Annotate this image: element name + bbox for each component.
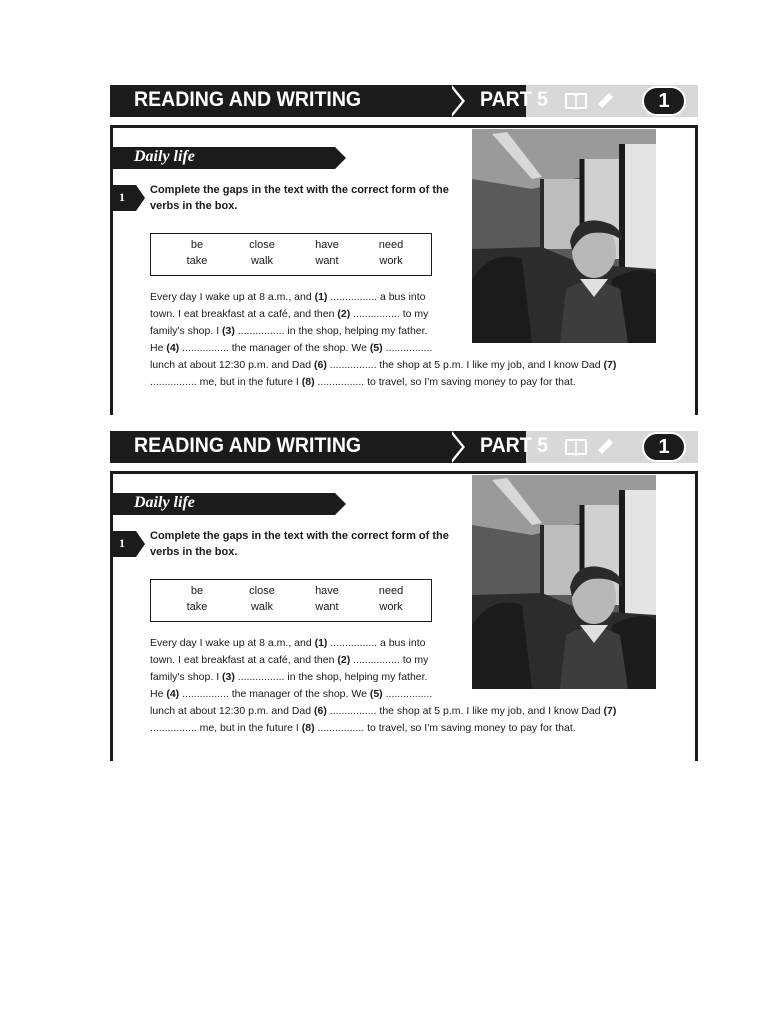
verb-box: [150, 579, 432, 622]
verb-word: close: [249, 239, 275, 251]
header-chevron-shadow: [449, 431, 462, 463]
passage-line: lunch at about 12:30 p.m. and Dad (6) ................ the shop at 5 p.m. I like my job, and I know Dad (7): [150, 359, 617, 371]
verb-word: close: [249, 585, 275, 597]
gap-number: (1): [314, 291, 328, 303]
gap-number: (8): [301, 376, 315, 388]
gap-number: (7): [603, 359, 617, 371]
passage-line: Every day I wake up at 8 a.m., and (1) ................ a bus into: [150, 637, 426, 649]
section-banner: [110, 147, 335, 169]
verb-word: be: [190, 239, 204, 251]
passage-line: town. I eat breakfast at a café, and then (2) ................ to my: [150, 654, 429, 666]
verb-word: have: [315, 585, 339, 597]
passage-line: Every day I wake up at 8 a.m., and (1) ................ a bus into: [150, 291, 426, 303]
verb-row: [151, 255, 433, 271]
frame-right-border: [695, 471, 698, 761]
verb-box: [150, 233, 432, 276]
exercise-number: 1: [119, 536, 125, 550]
exercise-number-tab: [110, 185, 136, 211]
gap-number: (4): [166, 688, 180, 700]
pen-icon: [592, 437, 616, 459]
gap-number: (7): [603, 705, 617, 717]
part-number: 1: [658, 90, 670, 112]
passage-line: family's shop. I (3) ................ in the shop, helping my father.: [150, 325, 428, 337]
worksheet-panel-2: [110, 431, 698, 761]
passage-line: He (4) ................ the manager of the shop. We (5) ................: [150, 342, 433, 354]
verb-word: take: [186, 601, 208, 613]
worksheet-panel-1: [110, 85, 698, 415]
part-number-badge: [642, 86, 686, 116]
exercise-instruction: Complete the gaps in the text with the correct form of the verbs in the box.: [150, 530, 449, 558]
gap-number: (2): [337, 308, 351, 320]
pen-icon: [592, 91, 616, 113]
section-title: Daily life: [134, 148, 195, 165]
gap-number: (3): [222, 325, 235, 337]
verb-row: [151, 601, 433, 617]
part-number-badge: [642, 432, 686, 462]
gap-number: (5): [369, 688, 383, 700]
section-banner: [110, 493, 335, 515]
passage-line: ................ me, but in the future I (8) ................ to travel, so I'm saving money to pay for that.: [150, 376, 576, 388]
verb-word: work: [379, 601, 403, 613]
gap-number: (4): [166, 342, 180, 354]
verb-word: need: [378, 585, 404, 597]
verb-word: work: [379, 255, 403, 267]
verb-word: walk: [250, 255, 273, 267]
gap-number: (3): [222, 671, 235, 683]
passage-line: ................ me, but in the future I (8) ................ to travel, so I'm saving money to pay for that.: [150, 722, 576, 734]
gap-number: (6): [314, 359, 327, 371]
part-number: 1: [658, 436, 670, 458]
header-title: READING AND WRITING: [134, 434, 362, 457]
header-chevron-shadow: [449, 85, 462, 117]
verb-word: want: [315, 601, 339, 613]
book-icon: [564, 437, 588, 457]
verb-row: [151, 585, 433, 601]
bus-passenger-photo: [472, 475, 656, 689]
exercise-number: 1: [119, 190, 125, 204]
verb-word: want: [315, 255, 339, 267]
verb-word: need: [378, 239, 404, 251]
gap-number: (1): [314, 637, 328, 649]
gap-number: (8): [301, 722, 315, 734]
verb-word: have: [315, 239, 339, 251]
passage-line: town. I eat breakfast at a café, and then (2) ................ to my: [150, 308, 429, 320]
header-title: READING AND WRITING: [134, 88, 362, 111]
verb-word: be: [190, 585, 204, 597]
verb-word: walk: [250, 601, 273, 613]
header-part: PART 5: [480, 434, 549, 457]
passage-line: He (4) ................ the manager of the shop. We (5) ................: [150, 688, 433, 700]
frame-right-border: [695, 125, 698, 415]
book-icon: [564, 91, 588, 111]
header-part: PART 5: [480, 88, 549, 111]
verb-row: [151, 239, 433, 255]
gap-number: (5): [369, 342, 383, 354]
gap-number: (6): [314, 705, 327, 717]
bus-passenger-photo: [472, 129, 656, 343]
passage-line: lunch at about 12:30 p.m. and Dad (6) ................ the shop at 5 p.m. I like my job, and I know Dad (7): [150, 705, 617, 717]
exercise-instruction: Complete the gaps in the text with the correct form of the verbs in the box.: [150, 184, 449, 212]
passage-line: family's shop. I (3) ................ in the shop, helping my father.: [150, 671, 428, 683]
section-title: Daily life: [134, 494, 195, 511]
gap-number: (2): [337, 654, 351, 666]
exercise-number-tab: [110, 531, 136, 557]
verb-word: take: [186, 255, 208, 267]
